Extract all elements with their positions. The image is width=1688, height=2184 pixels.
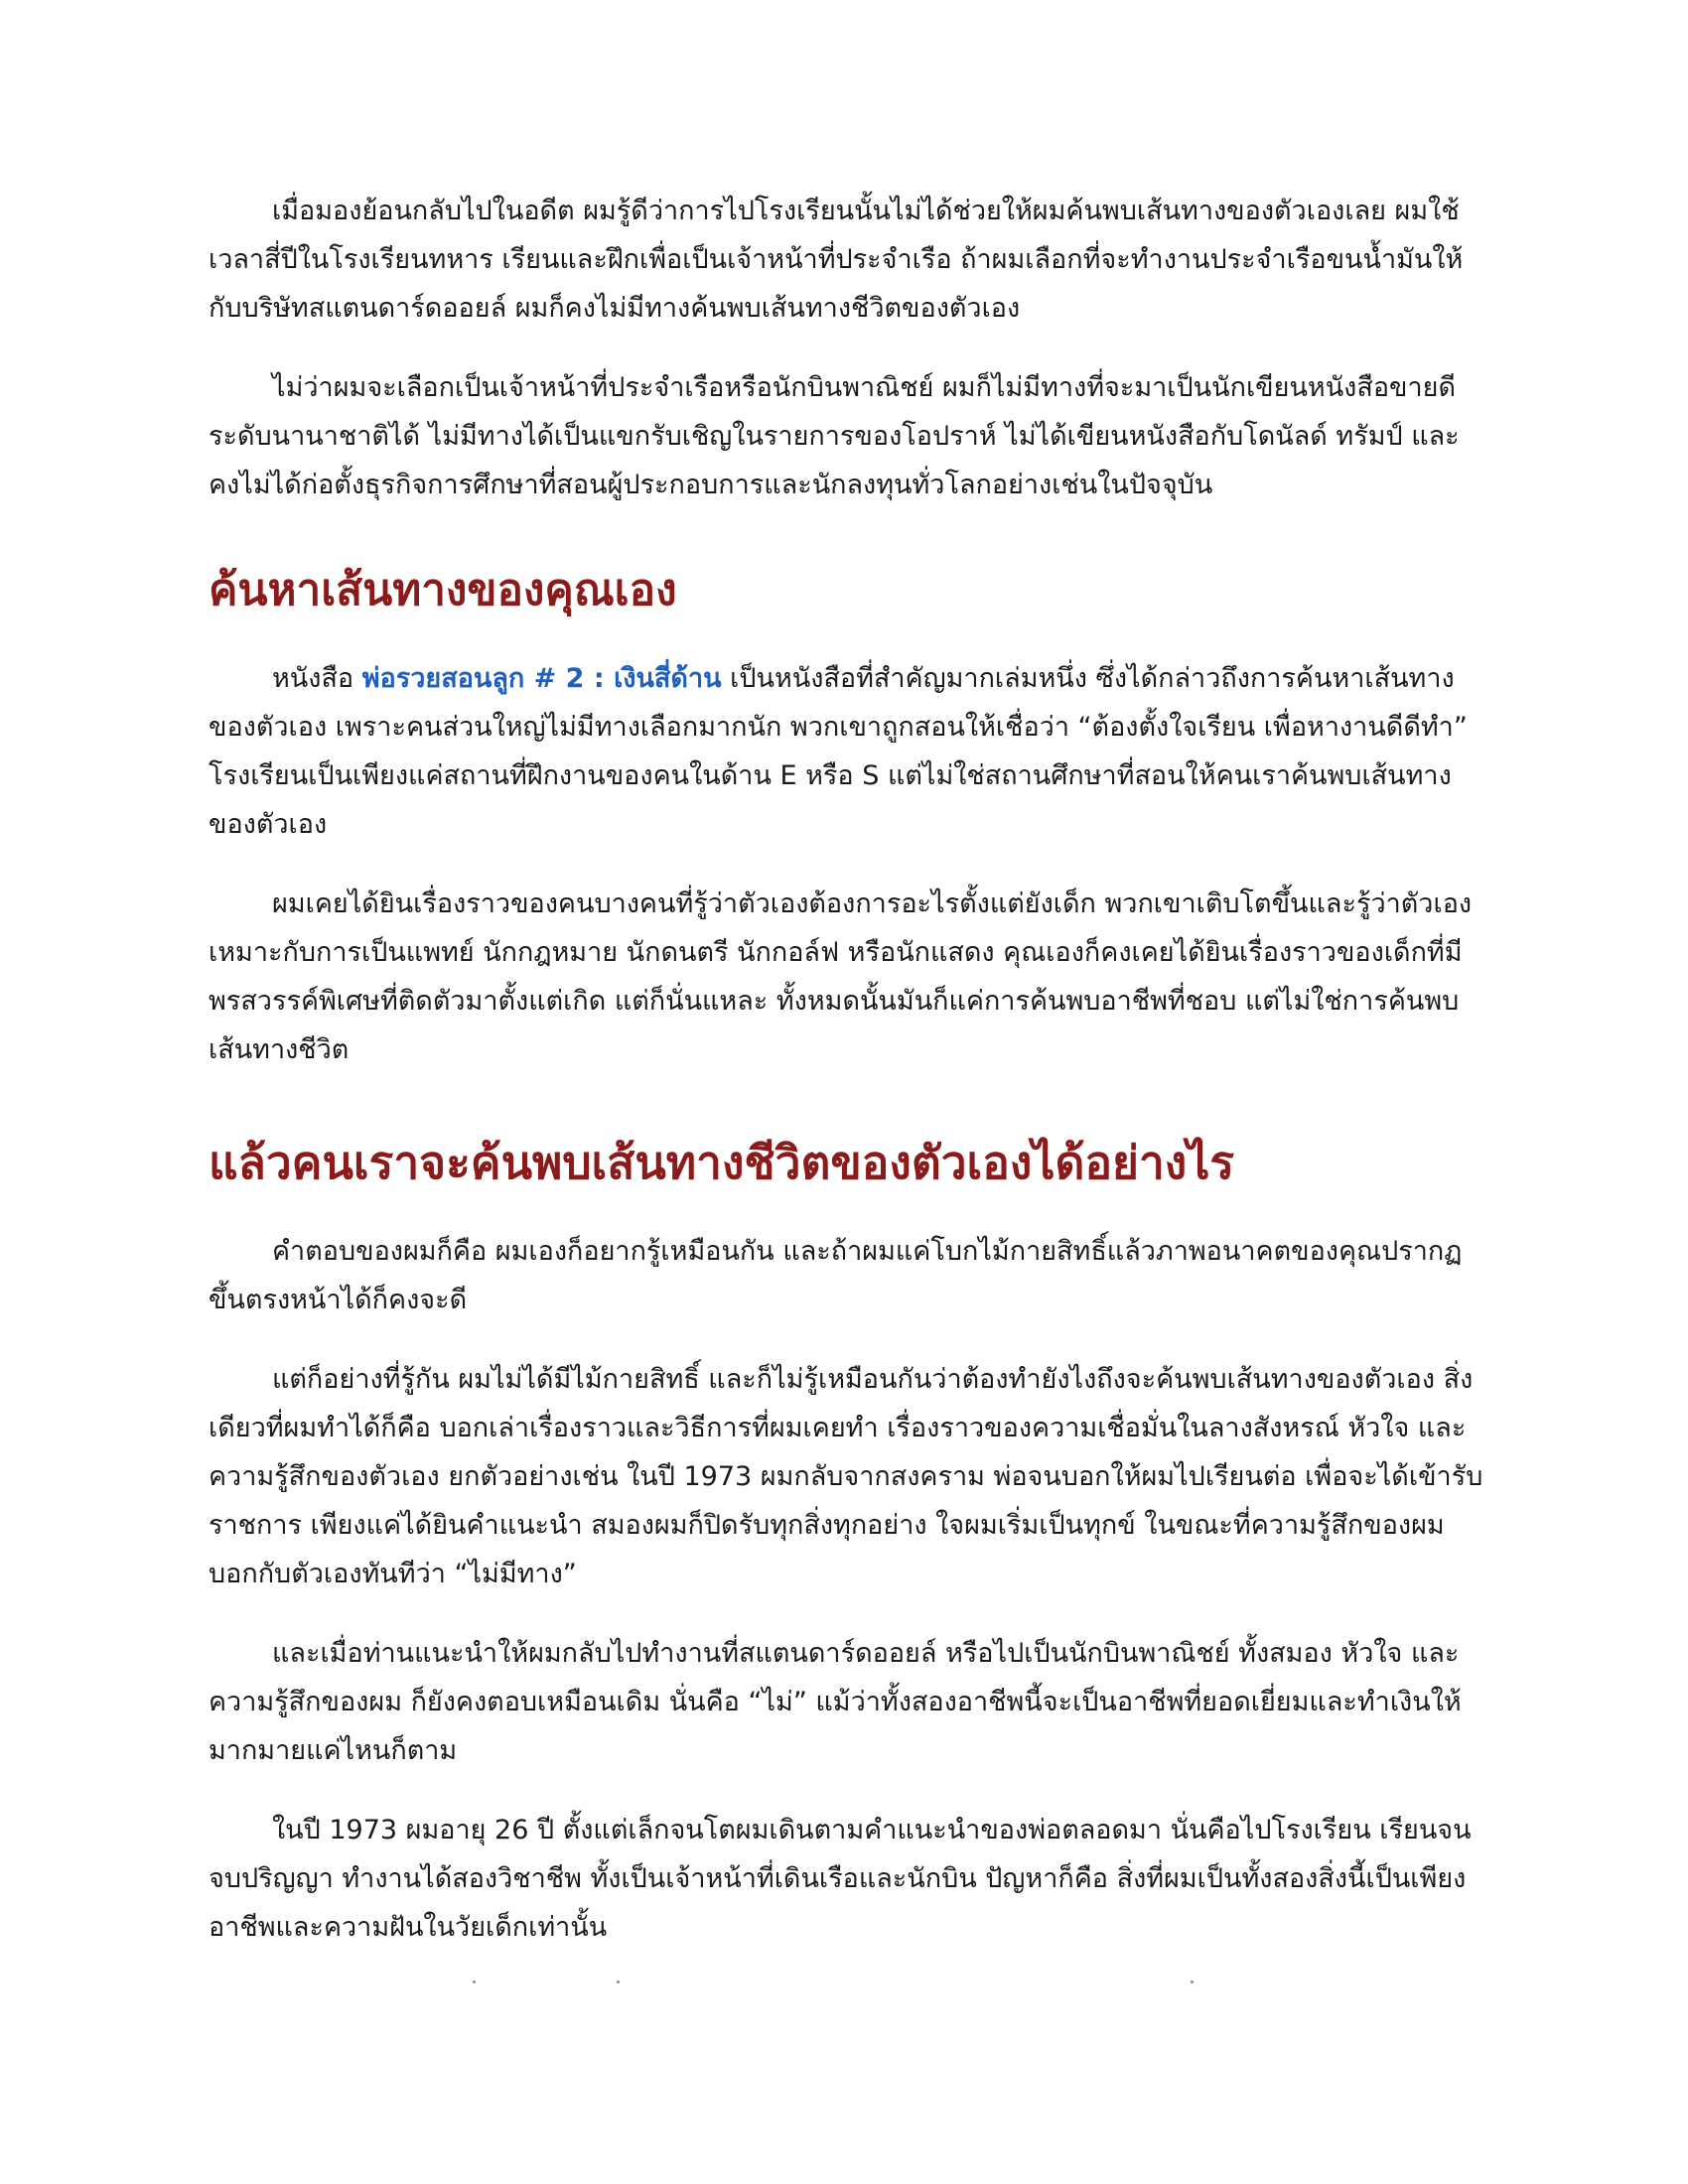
scan-mark — [617, 1980, 620, 1983]
section1-paragraph-1 — [209, 654, 1489, 849]
section-heading-how-to-discover-path: แล้วคนเราจะค้นพบเส้นทางชีวิตของตัวเองได้อย่างไร — [209, 1136, 1235, 1189]
scan-mark — [473, 1980, 476, 1983]
section2-paragraph-3: และเมื่อท่านแนะนำให้ผมกลับไปทำงานที่สแตนดาร์ดออยล์ หรือไปเป็นนักบินพาณิชย์ ทั้งสมอง หัวใจ และความรู้สึกของผม ก็ยังคงตอบเหมือนเดิม นั่นคือ “ไม่” แม้ว่าทั้งสองอาชีพนี้จะเป็นอาชีพที่ยอดเยี่ยมและทำเงินให้มากมายแค่ไหนก็ตาม — [209, 1638, 1462, 1766]
scan-mark — [1191, 1980, 1194, 1983]
document-page — [209, 187, 1489, 1982]
intro-paragraph-1: เมื่อมองย้อนกลับไปในอดีต ผมรู้ดีว่าการไปโรงเรียนนั้นไม่ได้ช่วยให้ผมค้นพบเส้นทางของตัวเองเลย ผมใช้เวลาสี่ปีในโรงเรียนทหาร เรียนและฝึกเพื่อเป็นเจ้าหน้าที่ประจำเรือ ถ้าผมเลือกที่จะทำงานประจำเรือขนน้ำมันให้กับบริษัทสแตนดาร์ดออยล์ ผมก็คงไม่มีทางค้นพบเส้นทางชีวิตของตัวเอง — [209, 196, 1464, 324]
book-title-link[interactable]: พ่อรวยสอนลูก # 2 : เงินสี่ด้าน — [361, 663, 722, 694]
section2-paragraph-4: ในปี 1973 ผมอายุ 26 ปี ตั้งแต่เล็กจนโตผมเดินตามคำแนะนำของพ่อตลอดมา นั่นคือไปโรงเรียน เรียนจนจบปริญญา ทำงานได้สองวิชาชีพ ทั้งเป็นเจ้าหน้าที่เดินเรือและนักบิน ปัญหาก็คือ สิ่งที่ผมเป็นทั้งสองสิ่งนี้เป็นเพียงอาชีพและความฝันในวัยเด็กเท่านั้น — [209, 1815, 1472, 1943]
section2-paragraph-1: คำตอบของผมก็คือ ผมเองก็อยากรู้เหมือนกัน และถ้าผมแค่โบกไม้กายสิทธิ์แล้วภาพอนาคตของคุณปรากฏขึ้นตรงหน้าได้ก็คงจะดี — [209, 1236, 1463, 1315]
section1-paragraph-2: ผมเคยได้ยินเรื่องราวของคนบางคนที่รู้ว่าตัวเองต้องการอะไรตั้งแต่ยังเด็ก พวกเขาเติบโตขึ้นและรู้ว่าตัวเองเหมาะกับการเป็นแพทย์ นักกฎหมาย นักดนตรี นักกอล์ฟ หรือนักแสดง คุณเองก็คงเคยได้ยินเรื่องราวของเด็กที่มีพรสวรรค์พิเศษที่ติดตัวมาตั้งแต่เกิด แต่ก็นั่นแหละ ทั้งหมดนั้นมันก็แค่การค้นพบอาชีพที่ชอบ แต่ไม่ใช่การค้นพบเส้นทางชีวิต — [209, 888, 1473, 1065]
paragraph-text-after: เป็นหนังสือที่สำคัญมากเล่มหนึ่ง ซึ่งได้กล่าวถึงการค้นหาเส้นทางของตัวเอง เพราะคนส่วนใหญ่ไม่มีทางเลือกมากนัก พวกเขาถูกสอนให้เชื่อว่า “ต้องตั้งใจเรียน เพื่อหางานดีดีทำ” โรงเรียนเป็นเพียงแค่สถานที่ฝึกงานของคนในด้าน E หรือ S แต่ไม่ใช่สถานศึกษาที่สอนให้คนเราค้นพบเส้นทางของตัวเอง — [209, 663, 1468, 840]
section2-paragraph-2: แต่ก็อย่างที่รู้กัน ผมไม่ได้มีไม้กายสิทธิ์ และก็ไม่รู้เหมือนกันว่าต้องทำยังไงถึงจะค้นพบเส้นทางของตัวเอง สิ่งเดียวที่ผมทำได้ก็คือ บอกเล่าเรื่องราวและวิธีการที่ผมเคยทำ เรื่องราวของความเชื่อมั่นในลางสังหรณ์ หัวใจ และความรู้สึกของตัวเอง ยกตัวอย่างเช่น ในปี 1973 ผมกลับจากสงคราม พ่อจนบอกให้ผมไปเรียนต่อ เพื่อจะได้เข้ารับราชการ เพียงแค่ได้ยินคำแนะนำ สมองผมก็ปิดรับทุกสิ่งทุกอย่าง ใจผมเริ่มเป็นทุกข์ ในขณะที่ความรู้สึกของผมบอกกับตัวเองทันทีว่า “ไม่มีทาง” — [209, 1364, 1483, 1589]
paragraph-text-before: หนังสือ — [272, 663, 362, 694]
page-bottom-marks — [0, 1980, 1688, 1986]
section-heading-find-your-path: ค้นหาเส้นทางของคุณเอง — [209, 565, 677, 615]
intro-paragraph-2: ไม่ว่าผมจะเลือกเป็นเจ้าหน้าที่ประจำเรือหรือนักบินพาณิชย์ ผมก็ไม่มีทางที่จะมาเป็นนักเขียนหนังสือขายดีระดับนานาชาติได้ ไม่มีทางได้เป็นแขกรับเชิญในรายการของโอปราห์ ไม่ได้เขียนหนังสือกับโดนัลด์ ทรัมป์ และคงไม่ได้ก่อตั้งธุรกิจการศึกษาที่สอนผู้ประกอบการและนักลงทุนทั่วโลกอย่างเช่นในปัจจุบัน — [209, 372, 1460, 500]
